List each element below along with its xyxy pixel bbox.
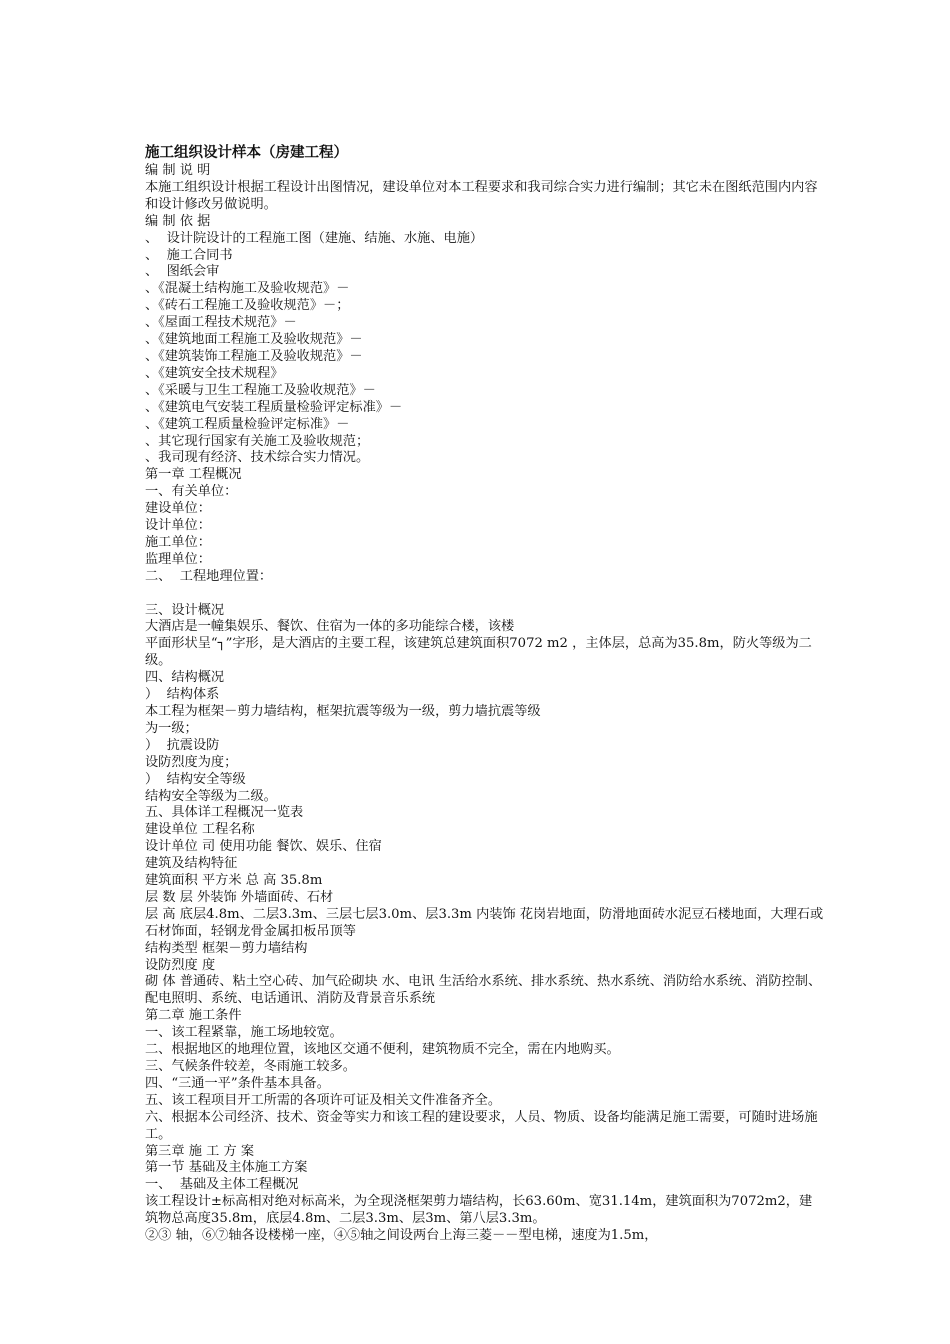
document-line: ②③ 轴，⑥⑦轴各设楼梯一座，④⑤轴之间设两台上海三菱－－型电梯，速度为1.5m，	[145, 1228, 658, 1244]
document-line: 三、气候条件较差，冬雨施工较多。	[145, 1059, 356, 1075]
document-line: 五、该工程项目开工所需的各项许可证及相关文件准备齐全。	[145, 1092, 502, 1108]
document-line: 五、具体详工程概况一览表	[145, 805, 304, 821]
document-line: 二、根据地区的地理位置，该地区交通不便利，建筑物质不完全，需在内地购买。	[145, 1042, 620, 1058]
document-line: 、《混凝土结构施工及验收规范》－	[145, 281, 350, 297]
document-line: 砌 体 普通砖、粘土空心砖、加气砼砌块 水、电讯 生活给水系统、排水系统、热水系统、消防给水系统、消防控制、配电照明、系统、电话通讯、消防及背景音乐系统	[145, 974, 822, 1007]
document-line: 、我司现有经济、技术综合实力情况。	[145, 450, 370, 466]
document-line: 、其它现行国家有关施工及验收规范；	[145, 433, 370, 449]
document-line: 第一节 基础及主体施工方案	[145, 1160, 308, 1176]
document-line: 编 制 依 据	[145, 213, 211, 229]
document-body	[145, 163, 825, 1245]
document-line	[145, 586, 825, 603]
document-line: 监理单位：	[145, 551, 211, 567]
document-line: 设计单位：	[145, 518, 211, 534]
document-line: 结构类型 框架－剪力墙结构	[145, 940, 308, 956]
document-line: 、 施工合同书	[145, 247, 233, 263]
document-line: 一、该工程紧靠，施工场地较宽。	[145, 1025, 343, 1041]
document-line: 、 图纸会审	[145, 264, 220, 280]
document-line: 、《建筑装饰工程施工及验收规范》－	[145, 348, 363, 364]
document-line: 一、有关单位：	[145, 484, 238, 500]
document-line: 层 高 底层4.8m、二层3.3m、三层七层3.0m、层3.3m 内装饰 花岗岩地面，防滑地面砖水泥豆石楼地面，大理石或石材饰面，轻钢龙骨金属扣板吊顶等	[145, 906, 824, 939]
document-page	[145, 145, 825, 1245]
document-line: 六、根据本公司经济、技术、资金等实力和该工程的建设要求，人员、物质、设备均能满足施工需要，可随时进场施工。	[145, 1109, 818, 1142]
document-line: 四、结构概况	[145, 670, 225, 686]
document-line: 、 设计院设计的工程施工图（建施、结施、水施、电施）	[145, 230, 484, 246]
document-title: 施工组织设计样本（房建工程）	[145, 145, 348, 161]
document-line: 第三章 施 工 方 案	[145, 1143, 255, 1159]
document-line: 、《建筑工程质量检验评定标准》－	[145, 416, 350, 432]
document-line: 、《屋面工程技术规范》－	[145, 315, 297, 331]
document-line: ） 结构体系	[145, 687, 220, 703]
document-line: 本工程为框架－剪力墙结构，框架抗震等级为一级，剪力墙抗震等级	[145, 703, 541, 719]
document-line: ） 抗震设防	[145, 737, 220, 753]
document-line: 设计单位 司 使用功能 餐饮、娱乐、住宿	[145, 839, 382, 855]
document-line: 建设单位 工程名称	[145, 822, 255, 838]
document-line: 结构安全等级为二级。	[145, 788, 277, 804]
document-line: 设防烈度 度	[145, 957, 216, 973]
document-line: 为一级；	[145, 720, 198, 736]
document-line: 、《建筑地面工程施工及验收规范》－	[145, 332, 363, 348]
document-line: 第二章 施工条件	[145, 1008, 242, 1024]
document-line: ） 结构安全等级	[145, 771, 246, 787]
document-line: 大酒店是一幢集娱乐、餐饮、住宿为一体的多功能综合楼，该楼	[145, 619, 515, 635]
document-line: 二、 工程地理位置：	[145, 568, 273, 584]
document-line: 施工单位：	[145, 534, 211, 550]
document-line: 设防烈度为度；	[145, 754, 238, 770]
document-line: 建设单位：	[145, 501, 211, 517]
document-line: 编 制 说 明	[145, 163, 211, 178]
document-line: 、《砖石工程施工及验收规范》－；	[145, 298, 350, 314]
document-line: 平面形状呈“┐”字形，是大酒店的主要工程，该建筑总建筑面积7072 m2 ，主体层，总高为35.8m，防火等级为二级。	[145, 636, 812, 669]
document-line: 该工程设计±标高相对绝对标高米，为全现浇框架剪力墙结构，长63.60m、宽31.14m，建筑面积为7072m2，建筑物总高度35.8m，底层4.8m、二层3.3m、层3m、第八层3.3m。	[145, 1194, 813, 1227]
document-line: 四、“三通一平”条件基本具备。	[145, 1075, 330, 1091]
document-line: 层 数 层 外装饰 外墙面砖、石材	[145, 889, 334, 905]
document-line: 三、设计概况	[145, 602, 225, 618]
document-line: 、《采暖与卫生工程施工及验收规范》－	[145, 382, 376, 398]
document-line: 、《建筑电气安装工程质量检验评定标准》－	[145, 399, 403, 415]
document-line: 、《建筑安全技术规程》	[145, 365, 284, 381]
document-line: 本施工组织设计根据工程设计出图情况，建设单位对本工程要求和我司综合实力进行编制；其它未在图纸范围内内容和设计修改另做说明。	[145, 179, 818, 212]
document-line: 建筑面积 平方米 总 高 35.8m	[145, 873, 323, 889]
document-line: 建筑及结构特征	[145, 856, 238, 872]
document-line: 第一章 工程概况	[145, 467, 242, 483]
document-line: 一、 基础及主体工程概况	[145, 1177, 299, 1193]
